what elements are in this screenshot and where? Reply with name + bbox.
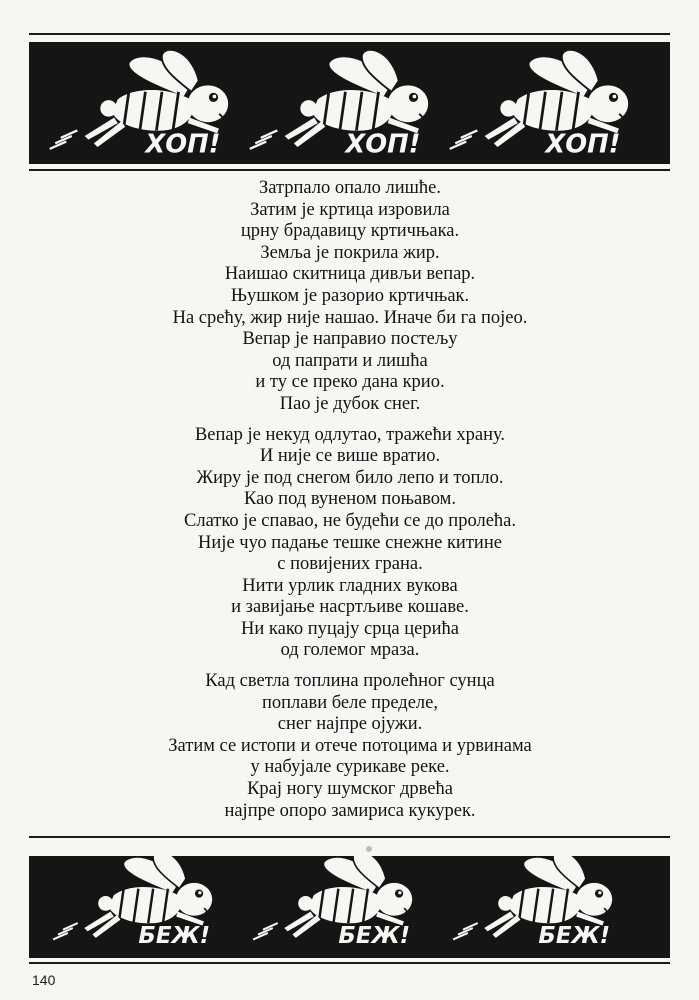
poem-line: И није се више вратио. (259, 446, 441, 467)
poem-line: На срећу, жир није нашао. Иначе би га појео. (172, 307, 528, 328)
poem-line: Слатко је спавао, не будећи се до пролећа. (184, 510, 516, 531)
poem-line: Нити урлик гладних вукова (242, 575, 458, 596)
poem-line: Вепар је некуд одлутао, тражећи храну. (194, 424, 506, 445)
rabbit-band-svg (29, 42, 670, 164)
shout-text: ХОП! (145, 129, 221, 160)
poem-line: поплави беле пределе, (261, 692, 438, 713)
poem-line: Наишао скитница дивљи вепар. (224, 264, 476, 285)
rabbit-illustration-icon (453, 856, 612, 949)
footer-illustration-band (29, 856, 670, 958)
header-bottom-rule (29, 169, 670, 171)
poem-stanza (60, 425, 640, 663)
poem-line: и завијање насртљиве кошаве. (231, 597, 469, 618)
poem-line: у набујале сурикаве реке. (250, 757, 450, 778)
poem-line: црну брадавицу кртичњака. (240, 221, 460, 242)
poem-line: од папрати и лишћа (272, 350, 428, 371)
print-speck (366, 846, 372, 852)
footer-bottom-rule (29, 962, 670, 964)
poem-line: Као под вуненом поњавом. (243, 489, 456, 510)
shout-text: БЕЖ! (538, 922, 611, 949)
poem-stanza (60, 178, 640, 416)
rabbit-illustration-icon (53, 856, 212, 949)
poem-line: Ни како пуцају срца церића (241, 618, 459, 639)
rabbit-illustration-icon (50, 50, 228, 160)
poem-line: Кад светла топлина пролећног сунца (205, 671, 495, 692)
poem-line: Затим се истопи и отече потоцима и урвинама (168, 735, 532, 756)
poem-line: Није чуо падање тешке снежне китине (198, 532, 502, 553)
poem-line: од големог мраза. (280, 640, 420, 661)
top-rule (29, 33, 670, 35)
poem-line: Пао је дубок снег. (279, 393, 421, 414)
poem-line: Вепар је направио постељу (242, 329, 458, 350)
shout-text: ХОП! (345, 129, 421, 160)
poem-line: Земља је покрила жир. (260, 242, 440, 263)
poem-text (60, 178, 640, 831)
poem-line: Жиру је под снегом било лепо и топло. (196, 467, 504, 488)
rabbit-illustration-icon (250, 50, 428, 160)
poem-line: Затрпало опало лишће. (258, 178, 442, 198)
poem-line: снег најпре ојужи. (277, 714, 423, 735)
shout-text: ХОП! (545, 129, 621, 160)
poem-line: Њушком је разорио кртичњак. (230, 285, 470, 306)
rabbit-illustration-icon (450, 50, 628, 160)
rabbit-band-svg (29, 856, 670, 958)
page-number: 140 (32, 972, 56, 988)
poem-line: најпре опоро замирисa кукурек. (224, 800, 476, 821)
shout-text: БЕЖ! (138, 922, 211, 949)
poem-stanza (60, 671, 640, 822)
header-illustration-band (29, 42, 670, 164)
shout-text: БЕЖ! (338, 922, 411, 949)
poem-line: и ту се преко дана крио. (255, 372, 445, 393)
poem-line: с повијених грана. (277, 554, 423, 575)
poem-line: Крај ногу шумског дрвећа (247, 779, 453, 800)
poem-line: Затим је кртица изровила (250, 199, 450, 220)
footer-top-rule (29, 836, 670, 838)
rabbit-illustration-icon (253, 856, 412, 949)
